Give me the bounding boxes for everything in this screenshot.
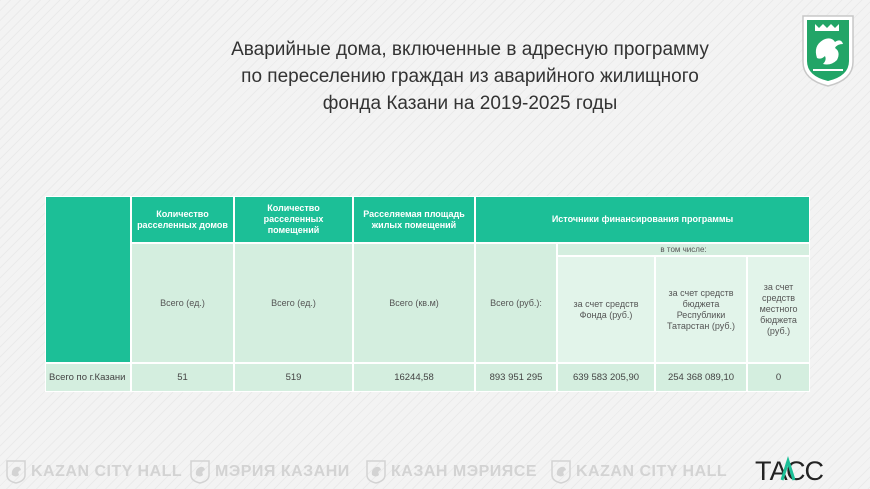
cell-sum: 893 951 295 (475, 363, 557, 392)
footer-brand-text: МЭРИЯ КАЗАНИ (215, 463, 350, 480)
subheader-including: в том числе: (557, 243, 810, 256)
kazan-emblem-icon (801, 14, 855, 88)
tass-logo-text: ТАСС (755, 456, 824, 484)
kazan-logo-icon (190, 460, 210, 484)
header-houses: Количество расселенных домов (131, 196, 234, 243)
footer-brand-3 (366, 460, 537, 484)
footer (0, 452, 870, 488)
header-area: Расселяемая площадь жилых помещений (353, 196, 475, 243)
footer-brand-text: KAZAN CITY HALL (576, 463, 728, 480)
cell-fund: 639 583 205,90 (557, 363, 655, 392)
page-title (130, 36, 810, 117)
cell-area: 16244,58 (353, 363, 475, 392)
footer-brand-2 (190, 460, 350, 484)
kazan-logo-icon (551, 460, 571, 484)
header-funding-sources: Источники финансирования программы (475, 196, 810, 243)
footer-brand-1 (6, 460, 182, 484)
subheader-premises-total: Всего (ед.) (234, 243, 353, 363)
footer-brand-text: KAZAN CITY HALL (31, 463, 183, 480)
header-premises: Количество расселенных помещений (234, 196, 353, 243)
table-row (45, 363, 810, 392)
cell-houses: 51 (131, 363, 234, 392)
subheader-sum-total: Всего (руб.): (475, 243, 557, 363)
subheader-local: за счет средств местного бюджета (руб.) (747, 256, 810, 363)
kazan-logo-icon (366, 460, 386, 484)
header-empty-cell (45, 196, 131, 363)
row-label: Всего по г.Казани (45, 363, 131, 392)
subheader-republic: за счет средств бюджета Республики Татарстан (руб.) (655, 256, 747, 363)
relocation-table (45, 196, 810, 392)
title-line-2: по переселению граждан из аварийного жилищного (241, 66, 699, 87)
subheader-houses-total: Всего (ед.) (131, 243, 234, 363)
subheader-area-total: Всего (кв.м) (353, 243, 475, 363)
cell-premises: 519 (234, 363, 353, 392)
subheader-fund: за счет средств Фонда (руб.) (557, 256, 655, 363)
kazan-logo-icon (6, 460, 26, 484)
title-line-1: Аварийные дома, включенные в адресную программу (231, 39, 709, 60)
cell-local: 0 (747, 363, 810, 392)
cell-republic: 254 368 089,10 (655, 363, 747, 392)
footer-brand-4 (551, 460, 727, 484)
title-line-3: фонда Казани на 2019-2025 годы (322, 93, 618, 114)
tass-logo (755, 456, 860, 484)
footer-brand-text: КАЗАН МЭРИЯСЕ (391, 463, 538, 480)
